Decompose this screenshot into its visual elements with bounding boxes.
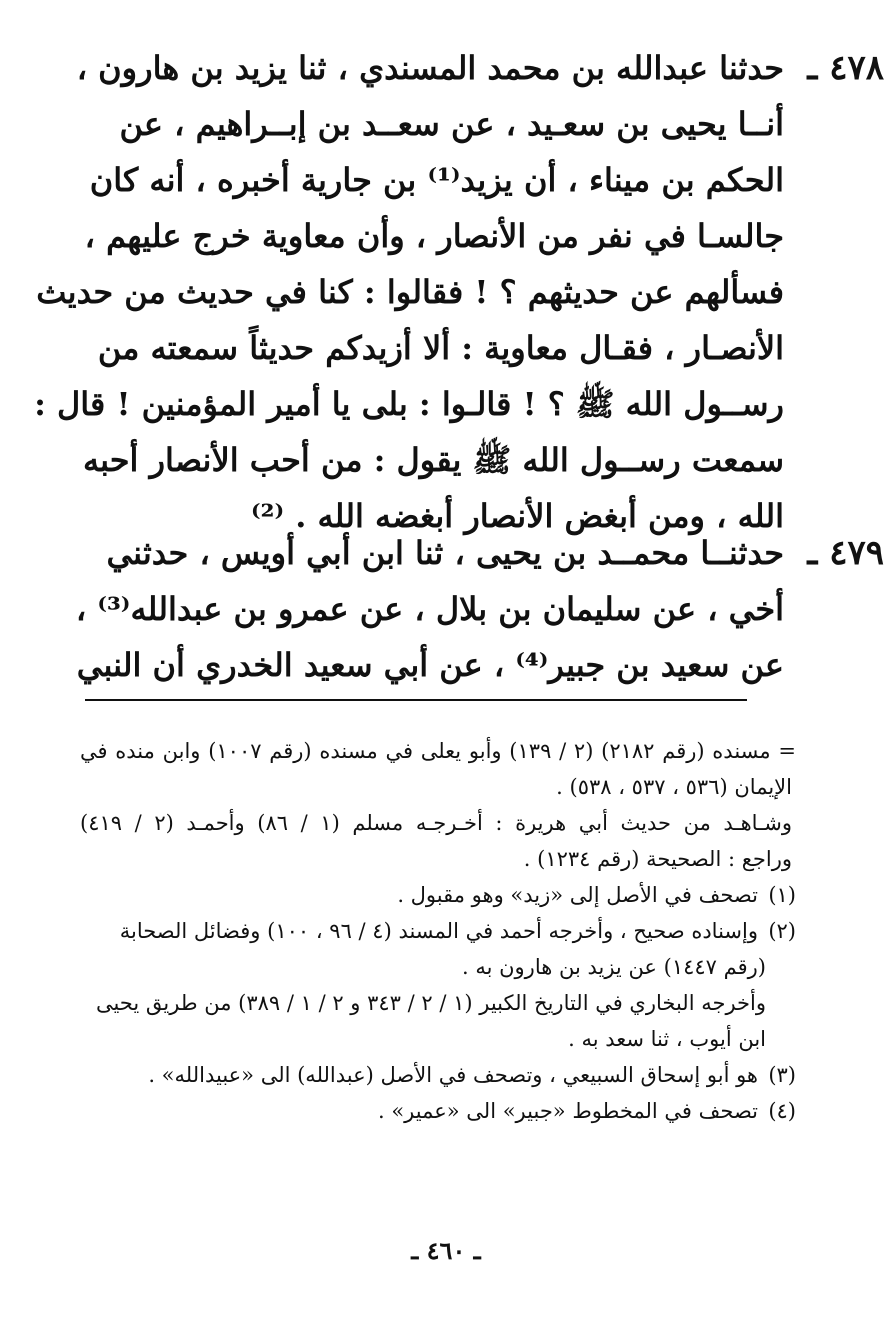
- hadith-text-line: أخي ، عن سليمان بن بلال ، عن عمرو بن عبدالله⁽³⁾ ،: [75, 590, 784, 628]
- footnote-number: (٤): [768, 1099, 796, 1123]
- hadith-text-line: عن سعيد بن جبير⁽⁴⁾ ، عن أبي سعيد الخدري أن النبي: [76, 646, 784, 684]
- hadith-text-line: حدثنا عبدالله بن محمد المسندي ، ثنا يزيد بن هارون ،: [76, 49, 784, 87]
- hadith-text-line: أنــا يحيى بن سعـيد ، عن سعــد بن إبــراهيم ، عن: [119, 105, 784, 143]
- hadith-text-line: حدثنــا محمــد بن يحيى ، ثنا ابن أبي أويس ، حدثني: [106, 534, 784, 572]
- footnote-text-line: وأخرجه البخاري في التاريخ الكبير (١ / ٢ / ٣٤٣ و ٢ / ١ / ٣٨٩) من طريق يحيى: [95, 991, 766, 1015]
- page-number: ـ ٤٦٠ ـ: [411, 1236, 481, 1265]
- hadith-text-line: سمعت رســول الله ﷺ يقول : من أحب الأنصار أحبه: [82, 441, 784, 479]
- hadith-number: ٤٧٨ ـ: [807, 48, 884, 88]
- footnote-text: تصحف في المخطوط «جبير» الى «عمير» .: [377, 1099, 758, 1123]
- footnote-text: وإسناده صحيح ، وأخرجه أحمد في المسند (٤ / ٩٦ ، ١٠٠) وفضائل الصحابة: [119, 919, 758, 943]
- footnote-1: [80, 877, 796, 913]
- footnote-number: (٣): [768, 1063, 796, 1087]
- footnote-number: (٢): [768, 919, 796, 943]
- hadith-text-line: الحكم بن ميناء ، أن يزيد⁽¹⁾ بن جارية أخبره ، أنه كان: [89, 161, 784, 199]
- footnote-continuation-line: وشـاهـد من حديث أبي هريرة : أخـرجـه مسلم (١ / ٨٦) وأحمـد (٢ / ٤١٩): [80, 811, 792, 835]
- hadith-478: [34, 40, 884, 544]
- hadith-479: [75, 525, 884, 693]
- footnote-text-line: (رقم ١٤٤٧) عن يزيد بن هارون به .: [461, 955, 766, 979]
- hadith-text-line: رســول الله ﷺ ؟ ! قالـوا : بلى يا أمير المؤمنين ! قال :: [34, 385, 784, 423]
- hadith-text-line: الله ، ومن أبغض الأنصار أبغضه الله . ⁽²⁾: [251, 497, 784, 535]
- footnote-text-line: ابن أيوب ، ثنا سعد به .: [568, 1027, 766, 1051]
- footnote-continuation-line: = مسنده (رقم ٢١٨٢) (٢ / ١٣٩) وأبو يعلى في مسنده (رقم ١٠٠٧) وابن منده في: [80, 739, 796, 763]
- hadith-number: ٤٧٩ ـ: [807, 533, 884, 573]
- footnotes: [80, 733, 796, 1129]
- hadith-text-line: جالسـا في نفر من الأنصار ، وأن معاوية خرج عليهم ،: [84, 217, 784, 255]
- footnote-4: [80, 1093, 796, 1129]
- footnote-text: هو أبو إسحاق السبيعي ، وتصحف في الأصل (عبدالله) الى «عبيدالله» .: [148, 1063, 758, 1087]
- footnote-number: (١): [768, 883, 796, 907]
- hadith-text-line: الأنصـار ، فقـال معاوية : ألا أزيدكم حديثاً سمعته من: [97, 329, 784, 367]
- hadith-text-line: فسألهم عن حديثهم ؟ ! فقالوا : كنا في حديث من حديث: [36, 273, 784, 311]
- footnote-continuation-line: الإيمان (٥٣٦ ، ٥٣٧ ، ٥٣٨) .: [556, 775, 792, 799]
- footnote-text: تصحف في الأصل إلى «زيد» وهو مقبول .: [397, 883, 758, 907]
- footnote-2: [80, 913, 796, 949]
- footnote-3: [80, 1057, 796, 1093]
- footnote-divider: [85, 699, 747, 701]
- footnote-continuation-line: وراجع : الصحيحة (رقم ١٢٣٤) .: [523, 847, 792, 871]
